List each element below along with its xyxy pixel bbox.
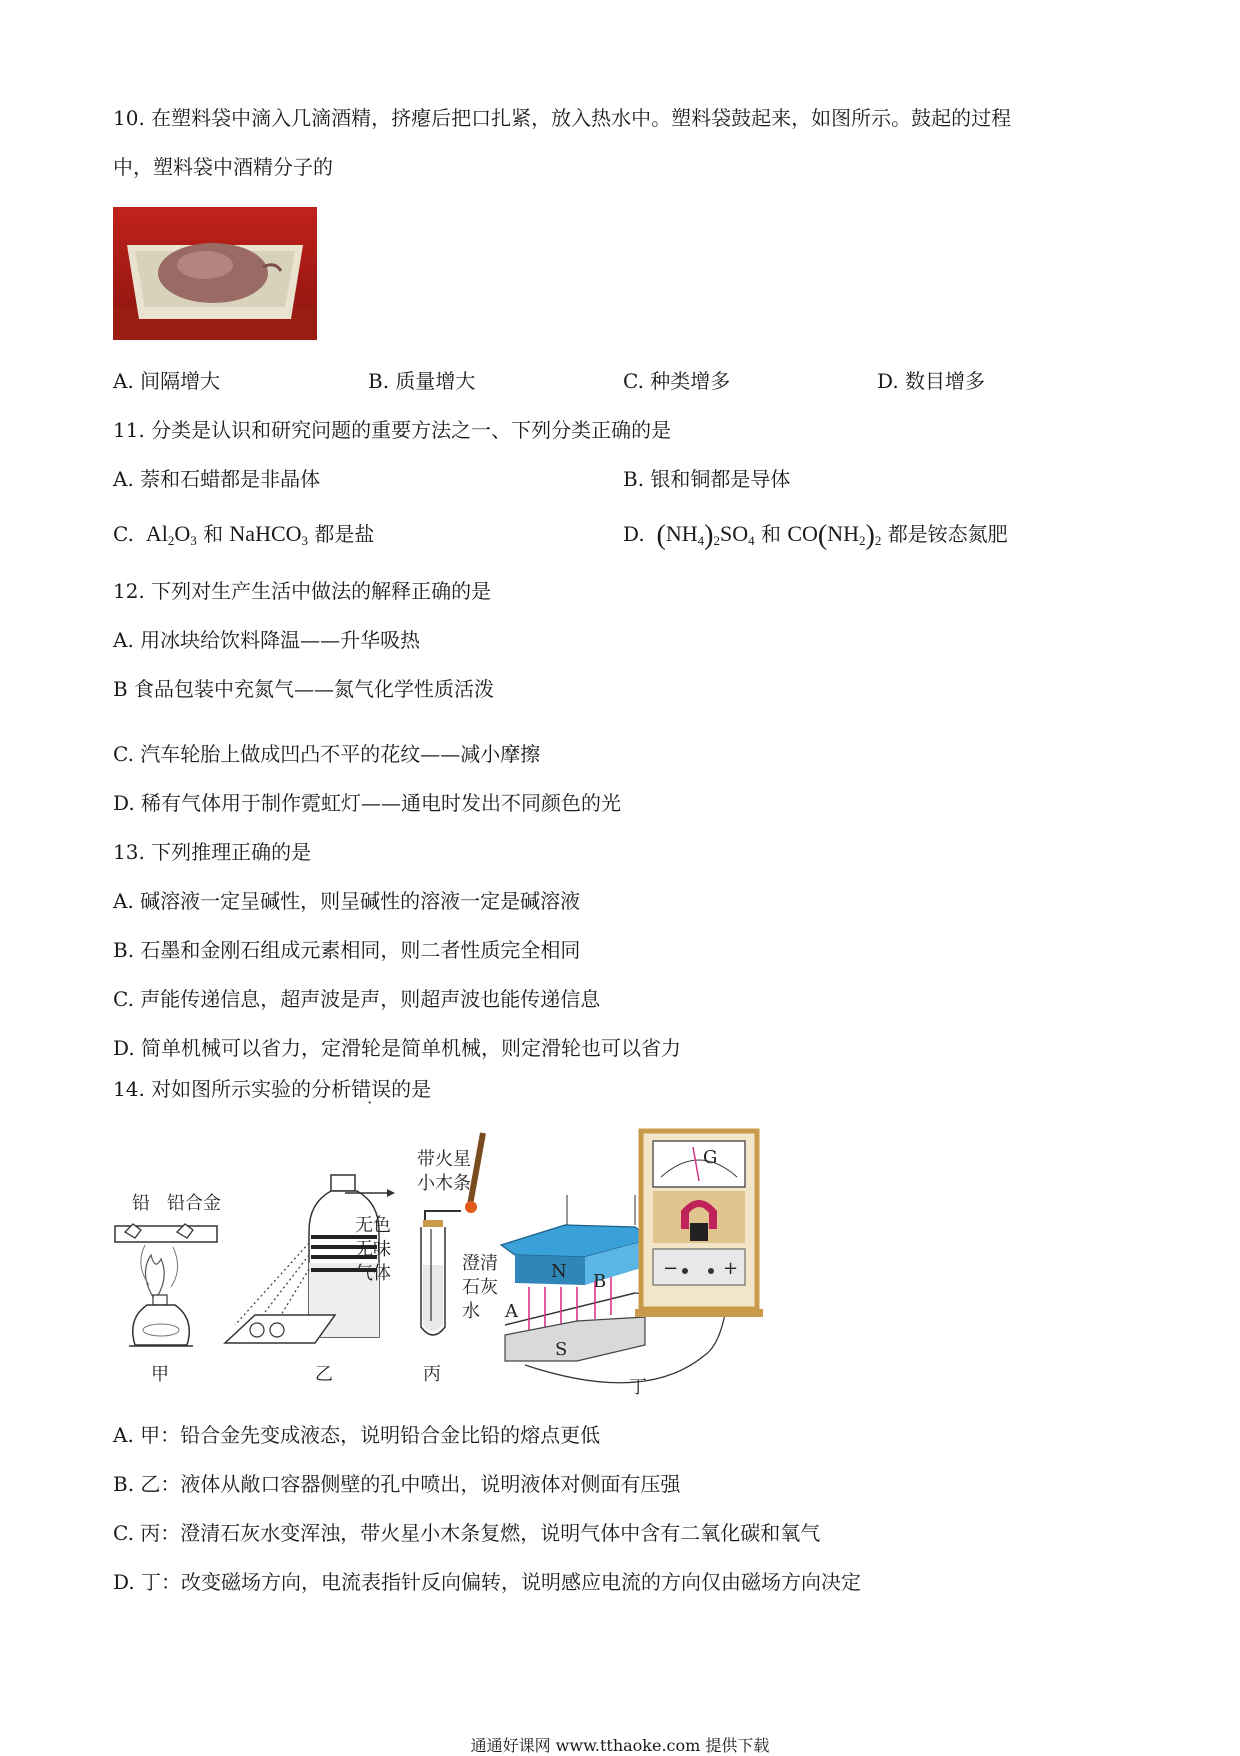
q14-experiment-figure	[105, 1125, 865, 1405]
q14-option-c: C. 丙：澄清石灰水变浑浊，带火星小木条复燃，说明气体中含有二氧化碳和氧气	[113, 1521, 821, 1545]
q11-option-c-letter: C.	[113, 522, 134, 546]
q13-option-a: A. 碱溶液一定呈碱性，则呈碱性的溶液一定是碱溶液	[113, 889, 581, 913]
q11-option-b: B. 银和铜都是导体	[623, 467, 791, 491]
q11-option-c-formula-al2o3: $Al_2O_3$	[140, 521, 197, 548]
figure-ding-n-label: N	[551, 1261, 567, 1282]
q10-stem-line1: 10. 在塑料袋中滴入几滴酒精，挤瘪后把口扎紧，放入热水中。塑料袋鼓起来，如图所示。鼓起的过程	[113, 106, 1012, 130]
figure-ding-s-label: S	[555, 1339, 568, 1360]
figure-jia-lead-label: 铅	[132, 1193, 150, 1214]
q10-option-a: A. 间隔增大	[113, 369, 221, 393]
page-footer: 通通好课网 www.tthaoke.com 提供下载	[470, 1736, 770, 1755]
q11-option-d-text: 都是铵态氮肥	[887, 522, 1008, 546]
q11-option-d-formula-urea: $CO(NH_2)_2$	[787, 520, 882, 551]
q12-option-d: D. 稀有气体用于制作霓虹灯——通电时发出不同颜色的光	[113, 791, 622, 815]
figure-bing-stick-label-1: 带火星	[417, 1149, 471, 1170]
q11-option-d	[623, 520, 1008, 555]
q14-option-a: A. 甲：铅合金先变成液态，说明铅合金比铅的熔点更低	[113, 1423, 601, 1447]
q11-option-a: A. 萘和石蜡都是非晶体	[113, 467, 321, 491]
q10-photo-plastic-bag-in-tray	[113, 207, 317, 340]
figure-ding-plus-label: +	[723, 1258, 739, 1279]
figure-bing-gas-label-3: 气体	[355, 1263, 391, 1284]
q11-option-c-and: 和	[203, 522, 224, 546]
figure-ding-g-label: G	[703, 1147, 718, 1168]
figure-jia-apparatus	[115, 1193, 221, 1385]
q12-stem: 12. 下列对生产生活中做法的解释正确的是	[113, 579, 492, 603]
figure-bing-gas-label-1: 无色	[355, 1215, 391, 1236]
figure-ding-caption: 丁	[629, 1377, 647, 1398]
figure-jia-caption: 甲	[151, 1364, 169, 1385]
figure-ding-a-label: A	[505, 1301, 518, 1322]
figure-ding-apparatus	[501, 1131, 763, 1398]
q10-option-d: D. 数目增多	[877, 369, 986, 393]
q10-option-c: C. 种类增多	[623, 369, 731, 393]
figure-bing-apparatus	[345, 1133, 498, 1385]
q13-option-b: B. 石墨和金刚石组成元素相同，则二者性质完全相同	[113, 938, 581, 962]
figure-bing-water-label-3: 水	[462, 1301, 480, 1322]
q13-stem: 13. 下列推理正确的是	[113, 840, 312, 864]
q12-option-a: A. 用冰块给饮料降温——升华吸热	[113, 628, 421, 652]
figure-bing-water-label-1: 澄清	[462, 1253, 498, 1274]
q11-option-d-and: 和	[760, 522, 781, 546]
q11-option-c-text: 都是盐	[314, 522, 375, 546]
q13-option-c: C. 声能传递信息，超声波是声，则超声波也能传递信息	[113, 987, 601, 1011]
q13-option-d: D. 简单机械可以省力，定滑轮是简单机械，则定滑轮也可以省力	[113, 1036, 682, 1060]
q11-option-c-formula-nahco3: NaHCO$_3$	[229, 521, 309, 548]
figure-jia-alloy-label: 铅合金	[167, 1193, 221, 1214]
q12-option-c: C. 汽车轮胎上做成凹凸不平的花纹——减小摩擦	[113, 742, 541, 766]
figure-ding-minus-label: −	[663, 1258, 679, 1279]
figure-bing-stick-label-2: 小木条	[417, 1173, 471, 1194]
q11-option-d-formula-nh4-2so4: $(NH_4)_2SO_4$	[656, 520, 755, 551]
q11-option-c	[113, 520, 374, 555]
q14-option-b: B. 乙：液体从敞口容器侧壁的孔中喷出，说明液体对侧面有压强	[113, 1472, 681, 1496]
q14-option-d: D. 丁：改变磁场方向，电流表指针反向偏转，说明感应电流的方向仅由磁场方向决定	[113, 1570, 862, 1594]
q10-option-b: B. 质量增大	[368, 369, 476, 393]
figure-bing-gas-label-2: 无味	[355, 1239, 391, 1260]
q14-stem-suffix: 的是	[391, 1077, 432, 1101]
q11-stem: 11. 分类是认识和研究问题的重要方法之一、下列分类正确的是	[113, 418, 672, 442]
q14-stem-prefix: 14. 对如图所示实验的分析	[113, 1077, 352, 1101]
q11-option-d-letter: D.	[623, 522, 645, 546]
q14-stem-emphasis: 错误	[351, 1077, 392, 1101]
figure-yi-caption: 乙	[315, 1364, 333, 1385]
q10-stem-line2: 中，塑料袋中酒精分子的	[113, 155, 333, 179]
q14-stem	[113, 1075, 431, 1103]
figure-ding-b-label: B	[593, 1271, 607, 1292]
figure-bing-water-label-2: 石灰	[462, 1277, 498, 1298]
figure-bing-caption: 丙	[423, 1364, 441, 1385]
q12-option-b: B 食品包装中充氮气——氮气化学性质活泼	[113, 677, 495, 701]
